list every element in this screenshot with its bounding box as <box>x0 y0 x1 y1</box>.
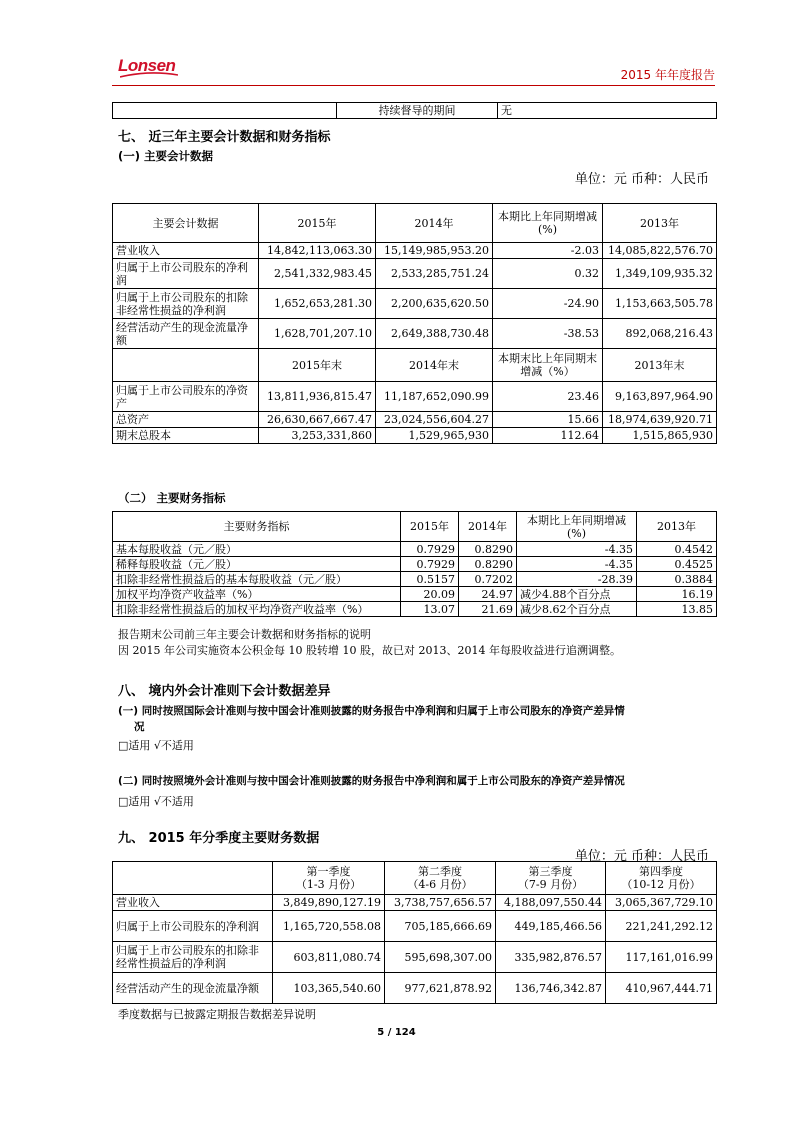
note-body: 因 2015 年公司实施资本公积金每 10 股转增 10 股，故已对 2013、2014 年每股收益进行追溯调整。 <box>118 644 621 657</box>
cell-2013: 892,068,216.43 <box>603 319 717 349</box>
table-header-row <box>113 862 717 895</box>
row-label: 加权平均净资产收益率（%） <box>113 587 401 602</box>
row-label: 期末总股本 <box>113 428 259 444</box>
header-cell: 2014年末 <box>376 349 493 382</box>
cell-2013: 1,515,865,930 <box>603 428 717 444</box>
cell-q1: 603,811,080.74 <box>273 942 385 973</box>
cell-2013: 1,349,109,935.32 <box>603 259 717 289</box>
cell-q3: 4,188,097,550.44 <box>496 895 606 911</box>
cell-q2: 3,738,757,656.57 <box>385 895 496 911</box>
table-row <box>113 319 717 349</box>
cell-q4: 3,065,367,729.10 <box>606 895 717 911</box>
quarter-months: （4-6 月份） <box>407 878 473 891</box>
row-label: 总资产 <box>113 412 259 428</box>
row-label: 营业收入 <box>113 243 259 259</box>
header-cell: 2015年 <box>259 204 376 243</box>
report-title: 2015 年年度报告 <box>620 68 715 82</box>
table-row <box>113 542 717 557</box>
quarter-name: 第一季度 <box>306 865 351 878</box>
quarter-months: （1-3 月份） <box>295 878 362 891</box>
unit-label-2: 单位：元 币种：人民币 <box>574 849 709 864</box>
section-9-title: 九、 2015 年分季度主要财务数据 <box>118 831 320 846</box>
header-cell-empty <box>113 862 273 895</box>
table-subheader-row <box>113 349 717 382</box>
table-row <box>113 602 717 617</box>
cell-q2: 705,185,666.69 <box>385 911 496 942</box>
cell-2013: 1,153,663,505.78 <box>603 289 717 319</box>
table-row <box>113 572 717 587</box>
section-7-2-title: （二） 主要财务指标 <box>118 491 226 505</box>
row-label: 经营活动产生的现金流量净额 <box>113 973 273 1004</box>
row-label: 基本每股收益（元／股） <box>113 542 401 557</box>
section-8-1-title: (一) 同时按照国际会计准则与按中国会计准则披露的财务报告中净利润和归属于上市公司股东的净资产差异情 <box>118 705 625 717</box>
table-row <box>113 895 717 911</box>
quarter-months: （7-9 月份） <box>517 878 584 891</box>
table-row <box>113 243 717 259</box>
cell-2013: 14,085,822,576.70 <box>603 243 717 259</box>
cell-2015: 13,811,936,815.47 <box>259 382 376 412</box>
note-title: 报告期末公司前三年主要会计数据和财务指标的说明 <box>118 628 371 641</box>
cell-2014: 2,200,635,620.50 <box>376 289 493 319</box>
accounting-data-table <box>112 203 717 444</box>
section-7-title: 七、 近三年主要会计数据和财务指标 <box>118 130 331 145</box>
row-label: 经营活动产生的现金流量净额 <box>113 319 259 349</box>
header-cell: 2013年 <box>637 512 717 542</box>
cell-change: -2.03 <box>493 243 603 259</box>
row-label: 归属于上市公司股东的扣除非经常性损益的净利润 <box>113 289 259 319</box>
cell-q2: 595,698,307.00 <box>385 942 496 973</box>
cell-2013: 9,163,897,964.90 <box>603 382 717 412</box>
cell-q3: 449,185,466.56 <box>496 911 606 942</box>
table-row <box>113 973 717 1004</box>
header-cell: 主要财务指标 <box>113 512 401 542</box>
cell-2013: 13.85 <box>637 602 717 617</box>
table-row <box>113 557 717 572</box>
cell-2014: 21.69 <box>459 602 517 617</box>
table-header-row <box>113 512 717 542</box>
row-label: 归属于上市公司股东的净利润 <box>113 911 273 942</box>
header-cell: 2014年 <box>459 512 517 542</box>
cell-q4: 410,967,444.71 <box>606 973 717 1004</box>
cell-2014: 1,529,965,930 <box>376 428 493 444</box>
cell-2013: 0.3884 <box>637 572 717 587</box>
applicability-check-1: □适用 √不适用 <box>118 739 194 752</box>
financial-indicators-table <box>112 511 717 617</box>
logo-text: Lonsen <box>118 56 176 75</box>
supervision-empty-cell <box>113 103 337 119</box>
cell-2013: 18,974,639,920.71 <box>603 412 717 428</box>
cell-2014: 15,149,985,953.20 <box>376 243 493 259</box>
table-row <box>113 259 717 289</box>
section-7-1-title: (一) 主要会计数据 <box>118 149 214 163</box>
row-label: 营业收入 <box>113 895 273 911</box>
cell-change: 0.32 <box>493 259 603 289</box>
cell-2014: 23,024,556,604.27 <box>376 412 493 428</box>
cell-change: -38.53 <box>493 319 603 349</box>
cell-2014: 11,187,652,090.99 <box>376 382 493 412</box>
table-row <box>113 289 717 319</box>
cell-change: 112.64 <box>493 428 603 444</box>
row-label: 归属于上市公司股东的扣除非经常性损益后的净利润 <box>113 942 273 973</box>
row-label: 稀释每股收益（元／股） <box>113 557 401 572</box>
cell-2015: 2,541,332,983.45 <box>259 259 376 289</box>
cell-change: -28.39 <box>517 572 637 587</box>
cell-q1: 1,165,720,558.08 <box>273 911 385 942</box>
header-cell: 2015年末 <box>259 349 376 382</box>
cell-2015: 0.5157 <box>401 572 459 587</box>
header-cell: 本期末比上年同期末增减（%） <box>493 349 603 382</box>
header-cell <box>113 349 259 382</box>
cell-2015: 0.7929 <box>401 557 459 572</box>
cell-2014: 2,649,388,730.48 <box>376 319 493 349</box>
cell-change: 减少8.62个百分点 <box>517 602 637 617</box>
page-number: 5 / 124 <box>377 1027 416 1038</box>
header-cell: 主要会计数据 <box>113 204 259 243</box>
section-8-2-title: (二) 同时按照境外会计准则与按中国会计准则披露的财务报告中净利润和属于上市公司股东的净资产差异情况 <box>118 775 625 787</box>
cell-2014: 0.8290 <box>459 557 517 572</box>
header-cell: 2013年 <box>603 204 717 243</box>
quarter-name: 第四季度 <box>639 865 683 878</box>
cell-2013: 0.4525 <box>637 557 717 572</box>
header-cell: 2013年末 <box>603 349 717 382</box>
supervision-table <box>112 102 717 119</box>
cell-2015: 1,652,653,281.30 <box>259 289 376 319</box>
cell-2015: 3,253,331,860 <box>259 428 376 444</box>
row-label: 扣除非经常性损益后的基本每股收益（元／股） <box>113 572 401 587</box>
cell-2014: 0.7202 <box>459 572 517 587</box>
cell-q3: 136,746,342.87 <box>496 973 606 1004</box>
header-divider <box>112 85 715 86</box>
quarter-name: 第三季度 <box>528 865 573 878</box>
cell-2015: 0.7929 <box>401 542 459 557</box>
table-row <box>113 382 717 412</box>
cell-2015: 26,630,667,667.47 <box>259 412 376 428</box>
supervision-label: 持续督导的期间 <box>337 103 498 119</box>
cell-change: -4.35 <box>517 542 637 557</box>
cell-q1: 103,365,540.60 <box>273 973 385 1004</box>
table-row <box>113 942 717 973</box>
cell-change: 23.46 <box>493 382 603 412</box>
cell-change: -4.35 <box>517 557 637 572</box>
header-cell: 2015年 <box>401 512 459 542</box>
quarter-header <box>606 862 717 895</box>
quarter-header <box>273 862 385 895</box>
row-label: 归属于上市公司股东的净资产 <box>113 382 259 412</box>
quarterly-data-table <box>112 861 717 1004</box>
cell-q4: 117,161,016.99 <box>606 942 717 973</box>
header-cell: 本期比上年同期增减(%) <box>493 204 603 243</box>
cell-q3: 335,982,876.57 <box>496 942 606 973</box>
cell-q1: 3,849,890,127.19 <box>273 895 385 911</box>
table-row <box>113 911 717 942</box>
cell-2014: 24.97 <box>459 587 517 602</box>
cell-2014: 2,533,285,751.24 <box>376 259 493 289</box>
quarterly-note: 季度数据与已披露定期报告数据差异说明 <box>118 1008 316 1021</box>
cell-2014: 0.8290 <box>459 542 517 557</box>
cell-q2: 977,621,878.92 <box>385 973 496 1004</box>
cell-2013: 0.4542 <box>637 542 717 557</box>
section-8-title: 八、 境内外会计准则下会计数据差异 <box>118 684 331 699</box>
applicability-check-2: □适用 √不适用 <box>118 795 194 808</box>
quarter-header <box>496 862 606 895</box>
section-8-1-title-cont: 况 <box>134 721 145 733</box>
table-row <box>113 428 717 444</box>
supervision-value: 无 <box>498 103 717 119</box>
cell-change: -24.90 <box>493 289 603 319</box>
table-row <box>113 412 717 428</box>
header-cell: 本期比上年同期增减(%) <box>517 512 637 542</box>
company-logo <box>118 56 180 78</box>
cell-2013: 16.19 <box>637 587 717 602</box>
row-label: 扣除非经常性损益后的加权平均净资产收益率（%） <box>113 602 401 617</box>
cell-change: 减少4.88个百分点 <box>517 587 637 602</box>
logo-swoosh-icon <box>120 72 178 78</box>
header-cell: 2014年 <box>376 204 493 243</box>
cell-change: 15.66 <box>493 412 603 428</box>
quarter-name: 第二季度 <box>418 865 462 878</box>
table-header-row <box>113 204 717 243</box>
table-row <box>113 587 717 602</box>
quarter-header <box>385 862 496 895</box>
cell-q4: 221,241,292.12 <box>606 911 717 942</box>
quarter-months: （10-12 月份） <box>621 878 701 891</box>
cell-2015: 20.09 <box>401 587 459 602</box>
row-label: 归属于上市公司股东的净利润 <box>113 259 259 289</box>
cell-2015: 13.07 <box>401 602 459 617</box>
cell-2015: 14,842,113,063.30 <box>259 243 376 259</box>
cell-2015: 1,628,701,207.10 <box>259 319 376 349</box>
unit-label-1: 单位：元 币种：人民币 <box>574 172 709 187</box>
